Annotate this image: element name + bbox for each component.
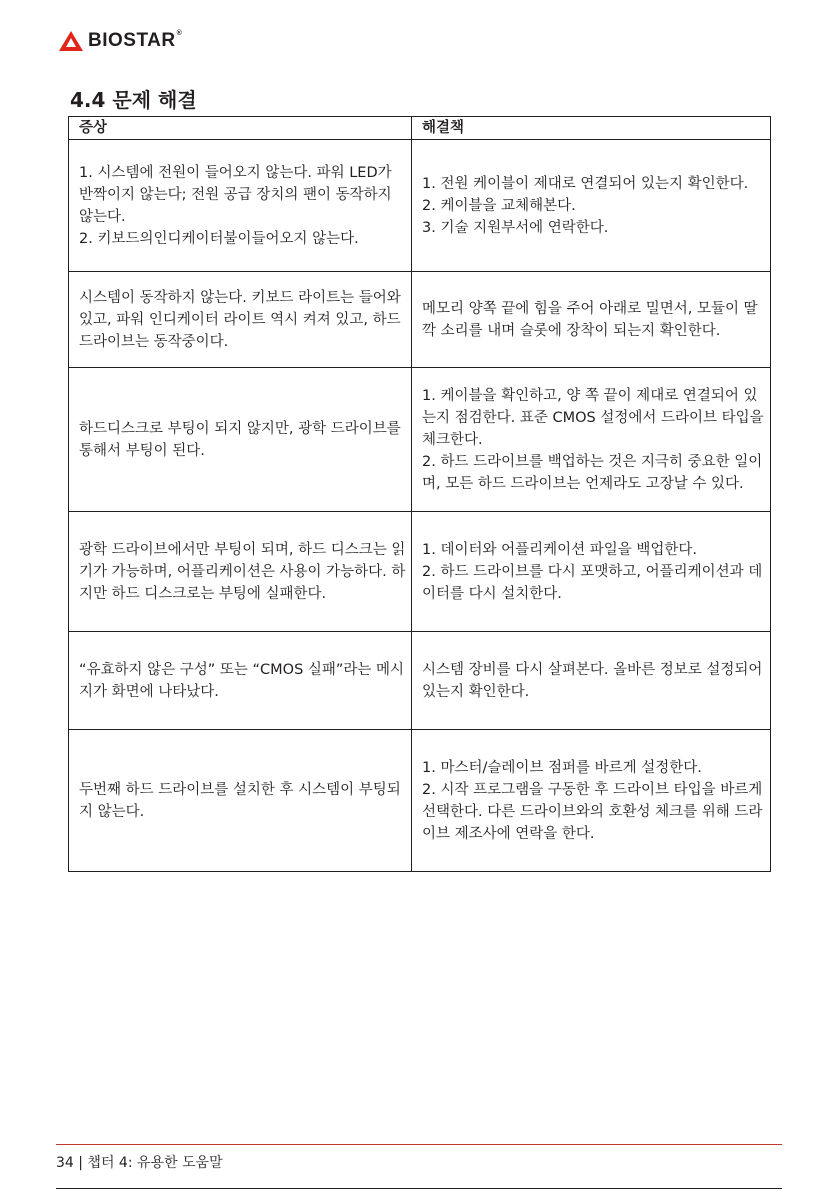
symptom-line: 하드디스크로 부팅이 되지 않지만, 광학 드라이브를 통해서 부팅이 된다. <box>79 420 401 459</box>
footer-divider <box>56 1144 782 1145</box>
symptom-line: 시스템이 동작하지 않는다. 키보드 라이트는 들어와 있고, 파워 인디케이터 라이트 역시 켜져 있고, 하드 드라이브는 동작중이다. <box>79 289 401 350</box>
symptom-line: 1. 시스템에 전원이 들어오지 않는다. 파워 LED가 반짝이지 않는다; 전원 공급 장치의 팬이 동작하지 않는다. <box>79 164 392 225</box>
solution-line: 1. 케이블을 확인하고, 양 쪽 끝이 제대로 연결되어 있는지 점검한다. 표준 CMOS 설정에서 드라이브 타입을 체크한다. <box>422 387 764 448</box>
solution-line: 2. 하드 드라이브를 다시 포맷하고, 어플리케이션과 데이터를 다시 설치한다. <box>422 563 763 602</box>
brand-name: BIOSTAR® <box>88 30 183 51</box>
troubleshooting-table <box>68 116 771 872</box>
symptom-cell <box>69 272 412 368</box>
solution-line: 1. 데이터와 어플리케이션 파일을 백업한다. <box>422 541 697 558</box>
symptom-cell <box>69 730 412 872</box>
solution-cell <box>412 368 771 512</box>
page-footer: 34 | 챕터 4: 유용한 도움말 <box>56 1155 223 1171</box>
table-header-row <box>69 117 771 140</box>
symptom-line: 광학 드라이브에서만 부팅이 되며, 하드 디스크는 읽기가 가능하며, 어플리케이션은 사용이 가능하다. 하지만 하드 디스크로는 부팅에 실패한다. <box>79 541 406 602</box>
solution-cell <box>412 512 771 632</box>
symptom-cell <box>69 368 412 512</box>
page-title: 4.4 문제 해결 <box>70 88 197 112</box>
solution-line: 1. 마스터/슬레이브 점퍼를 바르게 설정한다. <box>422 759 702 776</box>
brand-logo <box>58 30 182 52</box>
solution-line: 2. 시작 프로그램을 구동한 후 드라이브 타입을 바르게 선택한다. 다른 드라이브와의 호환성 체크를 위해 드라이브 제조사에 연락을 한다. <box>422 781 763 842</box>
symptom-cell <box>69 140 412 272</box>
table-row <box>69 140 771 272</box>
solution-line: 3. 기술 지원부서에 연락한다. <box>422 219 609 236</box>
table-row <box>69 368 771 512</box>
symptom-cell <box>69 512 412 632</box>
solution-cell <box>412 632 771 730</box>
solution-line: 시스템 장비를 다시 살펴본다. 올바른 정보로 설정되어 있는지 확인한다. <box>422 661 763 700</box>
solution-line: 2. 하드 드라이브를 백업하는 것은 지극히 중요한 일이며, 모든 하드 드라이브는 언제라도 고장날 수 있다. <box>422 453 763 492</box>
symptom-cell <box>69 632 412 730</box>
symptom-line: 2. 키보드의인디케이터불이들어오지 않는다. <box>79 230 359 247</box>
bottom-divider <box>56 1188 782 1189</box>
biostar-triangle-icon <box>58 30 84 52</box>
solution-cell <box>412 730 771 872</box>
table-row <box>69 512 771 632</box>
solution-line: 2. 케이블을 교체해본다. <box>422 197 576 214</box>
header-symptom: 증상 <box>69 117 412 140</box>
table-row <box>69 272 771 368</box>
solution-line: 메모리 양쪽 끝에 힘을 주어 아래로 밀면서, 모듈이 딸깍 소리를 내며 슬롯에 장착이 되는지 확인한다. <box>422 300 758 339</box>
symptom-line: “유효하지 않은 구성” 또는 “CMOS 실패”라는 메시지가 화면에 나타났다. <box>79 661 405 700</box>
solution-cell <box>412 140 771 272</box>
solution-line: 1. 전원 케이블이 제대로 연결되어 있는지 확인한다. <box>422 175 749 192</box>
table-row <box>69 632 771 730</box>
table-row <box>69 730 771 872</box>
solution-cell <box>412 272 771 368</box>
header-solution: 해결책 <box>412 117 771 140</box>
symptom-line: 두번째 하드 드라이브를 설치한 후 시스템이 부팅되지 않는다. <box>79 781 401 820</box>
